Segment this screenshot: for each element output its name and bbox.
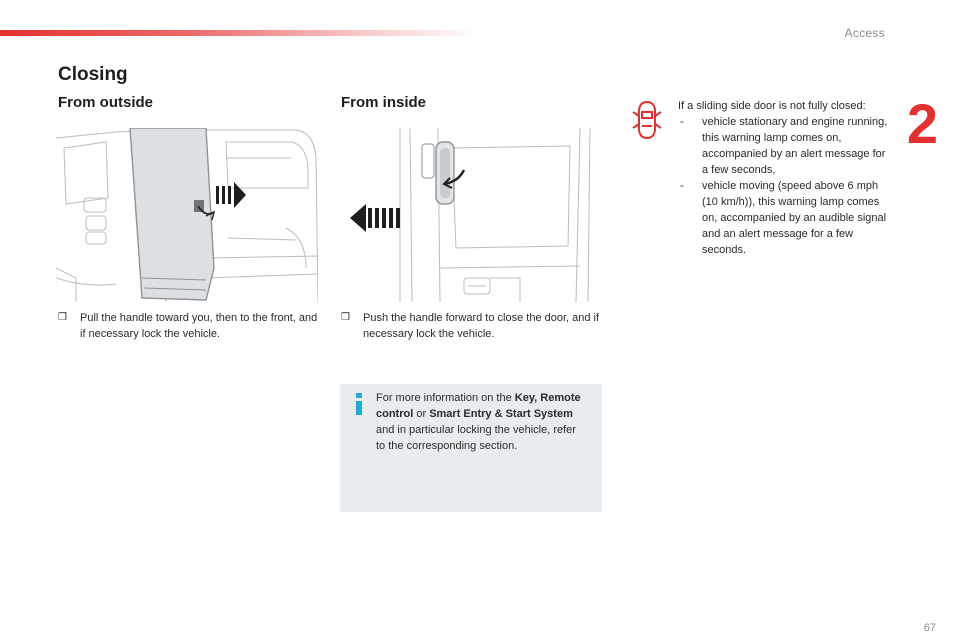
heading-from-outside: From outside bbox=[58, 94, 154, 111]
step-from-outside bbox=[58, 310, 320, 342]
info-text bbox=[376, 390, 588, 454]
direction-arrow-left bbox=[350, 204, 400, 232]
sliding-door-panel bbox=[130, 128, 214, 300]
step-text: Push the handle forward to close the door, and if necessary lock the vehicle. bbox=[363, 312, 600, 340]
illustration-close-from-inside bbox=[340, 128, 602, 302]
info-keyword-key-remote: Key, Remote control bbox=[376, 392, 581, 420]
info-text-part: For more information on the bbox=[376, 392, 515, 404]
chapter-number: 2 bbox=[906, 92, 938, 155]
warning-item-text: vehicle stationary and engine running, this warning lamp comes on, accompanied by an alert message for a few seconds, bbox=[702, 116, 888, 176]
direction-arrow-right bbox=[216, 182, 246, 208]
info-text-part: or bbox=[413, 408, 430, 420]
warning-item bbox=[678, 178, 888, 258]
info-text-part: and in particular locking the vehicle, refer to the corresponding section. bbox=[376, 424, 576, 452]
step-text: Pull the handle toward you, then to the front, and if necessary lock the vehicle. bbox=[80, 312, 318, 340]
warning-intro: If a sliding side door is not fully closed: bbox=[678, 100, 866, 112]
warning-item bbox=[678, 114, 888, 178]
warning-text bbox=[678, 98, 888, 258]
page-number: 67 bbox=[923, 622, 936, 634]
info-box bbox=[340, 384, 602, 512]
checkbox-bullet-icon: ❒ bbox=[341, 312, 350, 323]
info-keyword-smart-entry: Smart Entry & Start System bbox=[429, 408, 573, 420]
page-title: Closing bbox=[58, 64, 128, 85]
dash-bullet: - bbox=[680, 180, 684, 192]
header-accent-bar bbox=[0, 30, 480, 36]
dash-bullet: - bbox=[680, 116, 684, 128]
illustration-close-from-outside bbox=[56, 128, 318, 302]
step-from-inside bbox=[341, 310, 603, 342]
checkbox-bullet-icon: ❒ bbox=[58, 312, 67, 323]
info-icon bbox=[352, 392, 366, 416]
door-open-warning-icon bbox=[630, 98, 664, 142]
interior-handle bbox=[422, 142, 454, 204]
warning-item-text: vehicle moving (speed above 6 mph (10 km/h)), this warning lamp comes on, accompanied by an audible signal and an alert message for a few seconds. bbox=[702, 180, 887, 256]
heading-from-inside: From inside bbox=[341, 94, 427, 111]
section-label: Access bbox=[844, 26, 885, 40]
